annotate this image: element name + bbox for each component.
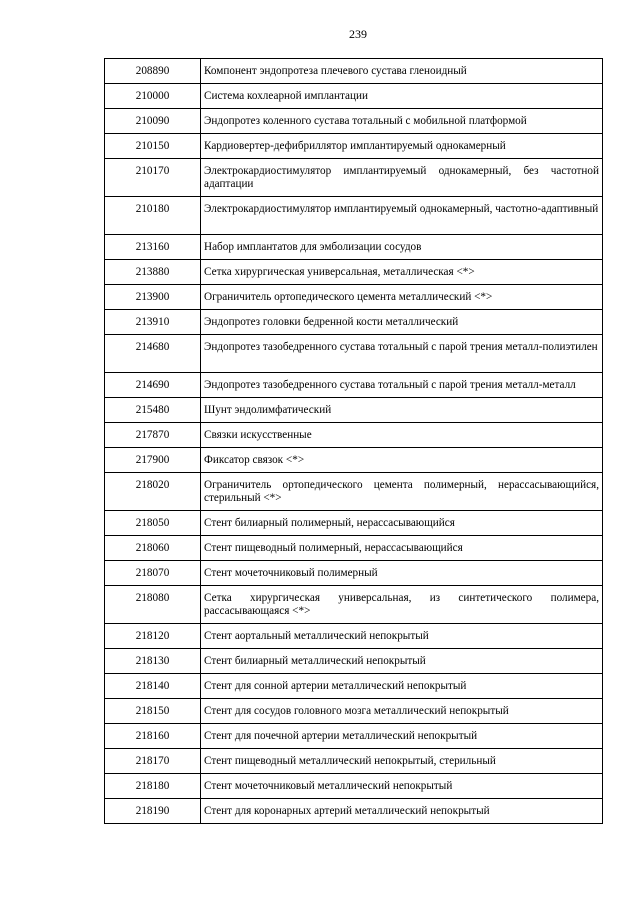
device-name: Стент пищеводный металлический непокрытый, стерильный: [201, 749, 603, 774]
table-row: [105, 159, 603, 197]
table-row: [105, 84, 603, 109]
device-code: 210170: [105, 159, 201, 197]
device-code: 210090: [105, 109, 201, 134]
table-row: [105, 335, 603, 373]
device-name: Сетка хирургическая универсальная, металлическая <*>: [201, 260, 603, 285]
device-name: Ограничитель ортопедического цемента металлический <*>: [201, 285, 603, 310]
table-row: [105, 285, 603, 310]
device-name: Компонент эндопротеза плечевого сустава гленоидный: [201, 59, 603, 84]
table-row: [105, 561, 603, 586]
device-name: Стент для сосудов головного мозга металлический непокрытый: [201, 699, 603, 724]
device-code: 213910: [105, 310, 201, 335]
table-row: [105, 109, 603, 134]
table-row: [105, 134, 603, 159]
device-name: Стент для коронарных артерий металлический непокрытый: [201, 799, 603, 824]
table-row: [105, 624, 603, 649]
device-name: Ограничитель ортопедического цемента полимерный, нерассасывающийся, стерильный <*>: [201, 473, 603, 511]
device-name: Электрокардиостимулятор имплантируемый однокамерный, частотно-адаптивный: [201, 197, 603, 235]
table-row: [105, 749, 603, 774]
device-name: Эндопротез тазобедренного сустава тотальный с парой трения металл-металл: [201, 373, 603, 398]
device-name: Кардиовертер-дефибриллятор имплантируемый однокамерный: [201, 134, 603, 159]
device-code: 215480: [105, 398, 201, 423]
device-code: 218140: [105, 674, 201, 699]
device-name: Стент пищеводный полимерный, нерассасывающийся: [201, 536, 603, 561]
table-row: [105, 799, 603, 824]
device-name: Стент для сонной артерии металлический непокрытый: [201, 674, 603, 699]
device-name: Стент аортальный металлический непокрытый: [201, 624, 603, 649]
device-code: 218130: [105, 649, 201, 674]
device-code: 210000: [105, 84, 201, 109]
table-row: [105, 197, 603, 235]
device-name: Набор имплантатов для эмболизации сосудов: [201, 235, 603, 260]
table-row: [105, 260, 603, 285]
device-code: 218020: [105, 473, 201, 511]
device-name: Стент мочеточниковый полимерный: [201, 561, 603, 586]
device-code: 214680: [105, 335, 201, 373]
device-name: Система кохлеарной имплантации: [201, 84, 603, 109]
table-row: [105, 511, 603, 536]
device-code: 213900: [105, 285, 201, 310]
device-code: 210150: [105, 134, 201, 159]
table-row: [105, 699, 603, 724]
device-code: 208890: [105, 59, 201, 84]
device-name: Стент билиарный металлический непокрытый: [201, 649, 603, 674]
device-code: 218150: [105, 699, 201, 724]
table-row: [105, 398, 603, 423]
device-code: 217900: [105, 448, 201, 473]
device-name: Электрокардиостимулятор имплантируемый однокамерный, без частотной адаптации: [201, 159, 603, 197]
device-code: 217870: [105, 423, 201, 448]
table-row: [105, 310, 603, 335]
device-code: 218080: [105, 586, 201, 624]
device-code: 218190: [105, 799, 201, 824]
device-name: Фиксатор связок <*>: [201, 448, 603, 473]
table-row: [105, 448, 603, 473]
device-name: Стент мочеточниковый металлический непокрытый: [201, 774, 603, 799]
device-name: Эндопротез коленного сустава тотальный с мобильной платформой: [201, 109, 603, 134]
device-code: 218060: [105, 536, 201, 561]
device-name: Эндопротез тазобедренного сустава тотальный с парой трения металл-полиэтилен: [201, 335, 603, 373]
device-name: Эндопротез головки бедренной кости металлический: [201, 310, 603, 335]
device-name: Сетка хирургическая универсальная, из синтетического полимера, рассасывающаяся <*>: [201, 586, 603, 624]
table-row: [105, 423, 603, 448]
device-name: Стент для почечной артерии металлический непокрытый: [201, 724, 603, 749]
device-code: 218120: [105, 624, 201, 649]
device-code: 218050: [105, 511, 201, 536]
device-code: 218070: [105, 561, 201, 586]
device-code: 218160: [105, 724, 201, 749]
table-row: [105, 536, 603, 561]
device-name: Шунт эндолимфатический: [201, 398, 603, 423]
table-row: [105, 674, 603, 699]
table-row: [105, 373, 603, 398]
page-number: 239: [349, 27, 367, 41]
device-code: 213880: [105, 260, 201, 285]
table-row: [105, 774, 603, 799]
device-code: 210180: [105, 197, 201, 235]
table-row: [105, 235, 603, 260]
device-code: 214690: [105, 373, 201, 398]
device-name: Связки искусственные: [201, 423, 603, 448]
table-row: [105, 724, 603, 749]
table-row: [105, 586, 603, 624]
device-registry-table: [104, 58, 603, 824]
device-code: 218180: [105, 774, 201, 799]
table-row: [105, 649, 603, 674]
device-name: Стент билиарный полимерный, нерассасывающийся: [201, 511, 603, 536]
device-code: 213160: [105, 235, 201, 260]
table-row: [105, 59, 603, 84]
device-code: 218170: [105, 749, 201, 774]
table-row: [105, 473, 603, 511]
